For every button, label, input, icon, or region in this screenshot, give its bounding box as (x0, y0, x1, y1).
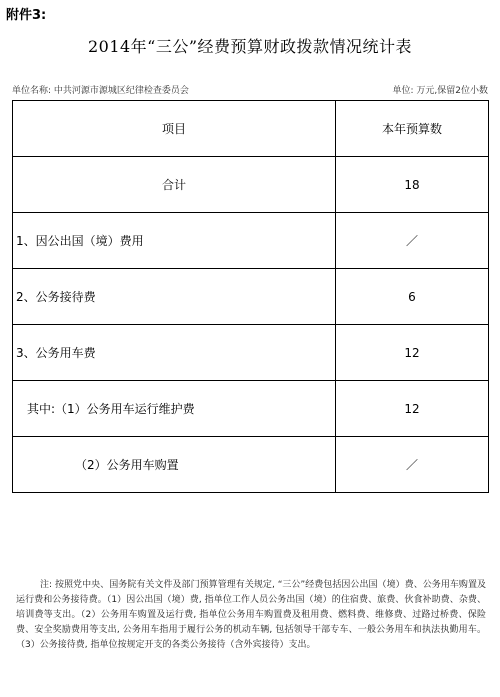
row-value: 18 (336, 157, 489, 213)
row-value: 6 (336, 269, 489, 325)
row-item: 3、公务用车费 (13, 325, 336, 381)
table-row (13, 325, 489, 381)
row-item: 2、公务接待费 (13, 269, 336, 325)
budget-table (12, 100, 489, 493)
row-item: 合计 (13, 157, 336, 213)
row-value: ／ (336, 437, 489, 493)
table-row (13, 381, 489, 437)
table-row (13, 437, 489, 493)
row-item: 其中:（1）公务用车运行维护费 (13, 381, 336, 437)
table-row (13, 269, 489, 325)
footnote: 注: 按照党中央、国务院有关文件及部门预算管理有关规定, “三公”经费包括因公出国（境）费、公务用车购置及运行费和公务接待费。（1）因公出国（境）费, 指单位工作人员公务出国（境）的住宿费、旅费、伙食补助费、杂费、培训费等支出。（2）公务用车购置及运行费, 指单位公务用车购置费及租用费、燃料费、维修费、过路过桥费、保险费、安全奖励费用等支出, 公务用车指用于履行公务的机动车辆, 包括领导干部专车、一般公务用车和执法执勤用车。（3）公务接待费, 指单位按规定开支的各类公务接待（含外宾接待）支出。 (16, 580, 486, 650)
unit-name: 单位名称: 中共河源市源城区纪律检查委员会 (12, 86, 189, 96)
table-row (13, 157, 489, 213)
table-meta-row (12, 80, 488, 98)
unit-info: 单位: 万元,保留2位小数 (392, 86, 488, 96)
attachment-label: 附件3: (6, 8, 47, 23)
row-value: ／ (336, 213, 489, 269)
row-value: 12 (336, 325, 489, 381)
table-row (13, 213, 489, 269)
row-value: 12 (336, 381, 489, 437)
table-header-row (13, 101, 489, 157)
row-item: 1、因公出国（境）费用 (13, 213, 336, 269)
page-title: 2014年“三公”经费预算财政拨款情况统计表 (87, 37, 413, 56)
row-item: （2）公务用车购置 (13, 437, 336, 493)
header-item: 项目 (13, 101, 336, 157)
header-budget: 本年预算数 (336, 101, 489, 157)
